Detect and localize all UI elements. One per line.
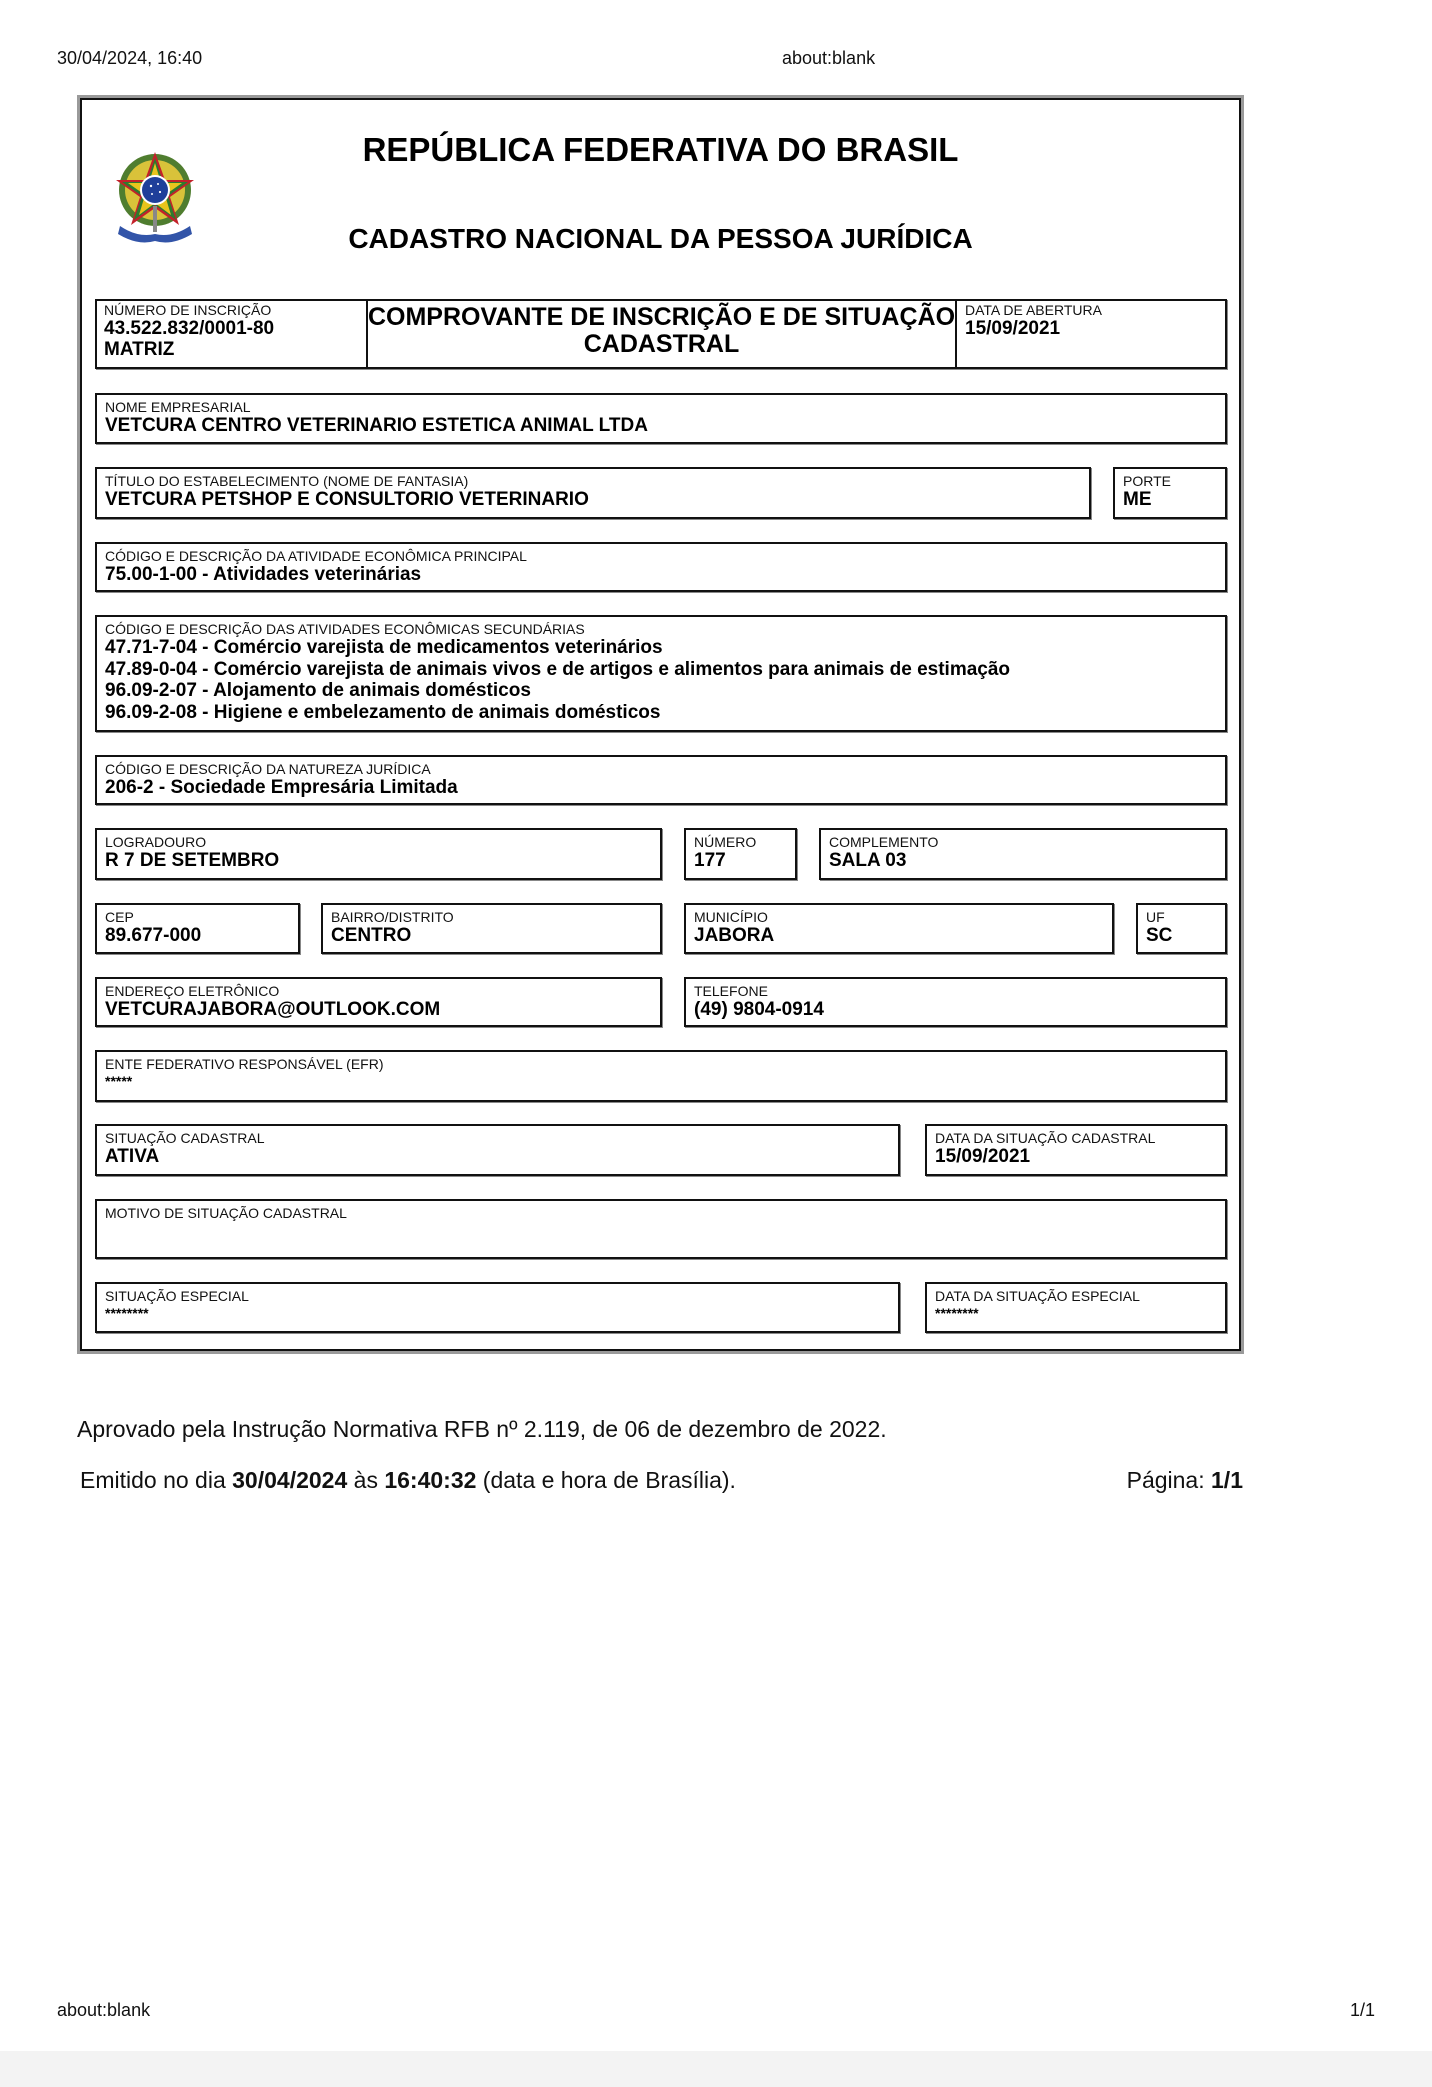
emitido-prefix: Emitido no dia xyxy=(80,1467,233,1493)
abertura-field xyxy=(965,302,1102,340)
efr-label: ENTE FEDERATIVO RESPONSÁVEL (EFR) xyxy=(105,1056,384,1072)
emitido-suffix: (data e hora de Brasília). xyxy=(476,1467,736,1493)
print-datetime: 30/04/2024, 16:40 xyxy=(57,48,203,68)
list-item: 47.89-0-04 - Comércio varejista de animais vivos e de artigos e alimentos para animais de estimação xyxy=(105,658,1011,680)
data-situacao-especial-field xyxy=(925,1282,1227,1333)
cep-field xyxy=(95,903,300,954)
data-situacao-field xyxy=(925,1124,1227,1176)
list-item: 96.09-2-08 - Higiene e embelezamento de animais domésticos xyxy=(105,701,661,723)
municipio-value: JABORA xyxy=(694,925,775,946)
atividades-secundarias-field xyxy=(95,615,1227,732)
pagina-text xyxy=(1127,1467,1243,1494)
motivo-label: MOTIVO DE SITUAÇÃO CADASTRAL xyxy=(105,1205,347,1221)
nome-empresarial-label: NOME EMPRESARIAL xyxy=(105,399,251,415)
natureza-juridica-value: 206-2 - Sociedade Empresária Limitada xyxy=(105,777,458,798)
situacao-value: ATIVA xyxy=(105,1146,160,1167)
print-url: about:blank xyxy=(782,48,876,68)
municipio-field xyxy=(684,903,1114,954)
list-item: 47.71-7-04 - Comércio varejista de medicamentos veterinários xyxy=(105,637,663,658)
comprovante-title: COMPROVANTE DE INSCRIÇÃO E DE SITUAÇÃO CADASTRAL xyxy=(367,303,956,358)
porte-value: ME xyxy=(1123,489,1152,510)
fantasia-field xyxy=(95,467,1091,519)
emitido-time: 16:40:32 xyxy=(384,1467,477,1493)
data-situacao-especial-value: ******** xyxy=(935,1305,979,1321)
logradouro-field xyxy=(95,828,662,880)
atividade-principal-label: CÓDIGO E DESCRIÇÃO DA ATIVIDADE ECONÔMICA PRINCIPAL xyxy=(105,548,527,564)
abertura-label: DATA DE ABERTURA xyxy=(965,302,1102,318)
situacao-especial-label: SITUAÇÃO ESPECIAL xyxy=(105,1288,249,1304)
complemento-field xyxy=(819,828,1227,880)
uf-label: UF xyxy=(1146,909,1165,925)
uf-value: SC xyxy=(1146,925,1173,946)
aprovado-text: Aprovado pela Instrução Normativa RFB nº 2.119, de 06 de dezembro de 2022. xyxy=(77,1416,887,1442)
viewer-bottom-bar xyxy=(0,2051,1432,2087)
data-situacao-especial-label: DATA DA SITUAÇÃO ESPECIAL xyxy=(935,1288,1140,1304)
email-field xyxy=(95,977,662,1027)
emitido-date: 30/04/2024 xyxy=(232,1467,348,1493)
telefone-field xyxy=(684,977,1227,1027)
nome-empresarial-value: VETCURA CENTRO VETERINARIO ESTETICA ANIMAL LTDA xyxy=(105,415,648,436)
atividade-principal-value: 75.00-1-00 - Atividades veterinárias xyxy=(105,564,422,585)
tipo-value: MATRIZ xyxy=(104,339,175,360)
data-situacao-value: 15/09/2021 xyxy=(935,1146,1031,1167)
logradouro-label: LOGRADOURO xyxy=(105,834,207,850)
uf-field xyxy=(1136,903,1227,954)
motivo-field xyxy=(95,1199,1227,1259)
situacao-field xyxy=(95,1124,900,1176)
print-footer-url: about:blank xyxy=(57,2000,151,2020)
numero-field xyxy=(684,828,797,880)
situacao-especial-value: ******** xyxy=(105,1305,149,1321)
cep-value: 89.677-000 xyxy=(105,925,202,946)
atividade-principal-field xyxy=(95,542,1227,592)
atividades-secundarias-label: CÓDIGO E DESCRIÇÃO DAS ATIVIDADES ECONÔMICAS SECUNDÁRIAS xyxy=(105,621,585,637)
efr-field xyxy=(95,1050,1227,1102)
data-situacao-label: DATA DA SITUAÇÃO CADASTRAL xyxy=(935,1130,1156,1146)
inscricao-label: NÚMERO DE INSCRIÇÃO xyxy=(104,302,272,318)
natureza-juridica-label: CÓDIGO E DESCRIÇÃO DA NATUREZA JURÍDICA xyxy=(105,761,431,777)
bairro-value: CENTRO xyxy=(331,925,412,946)
nome-empresarial-field xyxy=(95,393,1227,444)
inscricao-field xyxy=(104,302,274,360)
telefone-value: (49) 9804-0914 xyxy=(694,999,824,1020)
pagina-label: Página: xyxy=(1126,1467,1212,1493)
complemento-label: COMPLEMENTO xyxy=(829,834,939,850)
title-cadastro: CADASTRO NACIONAL DA PESSOA JURÍDICA xyxy=(348,223,973,254)
email-value: VETCURAJABORA@OUTLOOK.COM xyxy=(105,999,441,1020)
situacao-label: SITUAÇÃO CADASTRAL xyxy=(105,1130,265,1146)
efr-value: ***** xyxy=(105,1073,133,1089)
cep-label: CEP xyxy=(105,909,134,925)
fantasia-value: VETCURA PETSHOP E CONSULTORIO VETERINARIO xyxy=(105,489,589,510)
situacao-especial-field xyxy=(95,1282,900,1333)
telefone-label: TELEFONE xyxy=(694,983,768,999)
municipio-label: MUNICÍPIO xyxy=(694,909,768,925)
title-republica: REPÚBLICA FEDERATIVA DO BRASIL xyxy=(362,131,959,168)
natureza-juridica-field xyxy=(95,755,1227,805)
logradouro-value: R 7 DE SETEMBRO xyxy=(105,850,280,871)
bairro-field xyxy=(321,903,662,954)
email-label: ENDEREÇO ELETRÔNICO xyxy=(105,983,280,999)
abertura-value: 15/09/2021 xyxy=(965,318,1061,339)
emitido-mid: às xyxy=(347,1467,385,1493)
numero-value: 177 xyxy=(694,850,726,871)
complemento-value: SALA 03 xyxy=(829,850,907,871)
fantasia-label: TÍTULO DO ESTABELECIMENTO (NOME DE FANTASIA) xyxy=(105,473,469,489)
print-footer-page: 1/1 xyxy=(1349,2000,1375,2020)
emitido-text xyxy=(80,1467,736,1494)
porte-field xyxy=(1113,467,1227,519)
pagina-value: 1/1 xyxy=(1211,1467,1243,1493)
numero-label: NÚMERO xyxy=(694,834,757,850)
bairro-label: BAIRRO/DISTRITO xyxy=(331,909,454,925)
porte-label: PORTE xyxy=(1123,473,1171,489)
list-item: 96.09-2-07 - Alojamento de animais domésticos xyxy=(105,680,531,701)
cnpj-value: 43.522.832/0001-80 xyxy=(104,318,275,339)
